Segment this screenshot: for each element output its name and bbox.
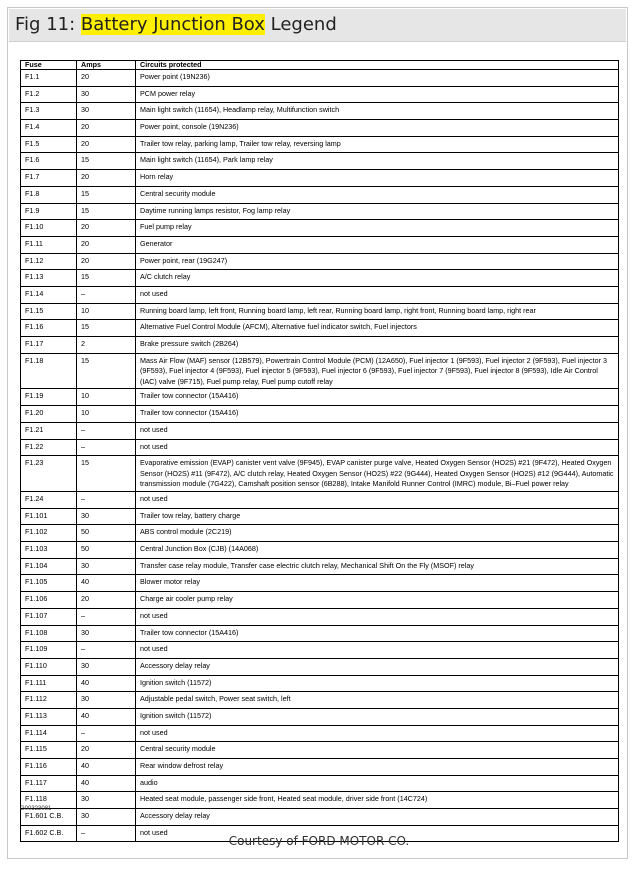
fuse-cell: F1.118 [21,792,77,809]
amps-cell: 40 [77,775,136,792]
circuits-cell: Trailer tow connector (15A416) [136,625,619,642]
circuits-cell: not used [136,825,619,842]
circuits-cell: Accessory delay relay [136,658,619,675]
amps-cell: – [77,422,136,439]
fuse-cell: F1.6 [21,153,77,170]
fuse-cell: F1.101 [21,508,77,525]
amps-cell: 15 [77,320,136,337]
amps-cell: 30 [77,508,136,525]
circuits-cell: Blower motor relay [136,575,619,592]
amps-cell: – [77,492,136,509]
fuse-cell: F1.109 [21,642,77,659]
amps-cell: 2 [77,337,136,354]
amps-cell: 30 [77,558,136,575]
fuse-cell: F1.3 [21,103,77,120]
fuse-cell: F1.12 [21,253,77,270]
amps-cell: 30 [77,792,136,809]
amps-cell: 10 [77,406,136,423]
circuits-cell: A/C clutch relay [136,270,619,287]
circuits-cell: Trailer tow connector (15A416) [136,389,619,406]
circuits-cell: Ignition switch (11572) [136,675,619,692]
fuse-cell: F1.107 [21,608,77,625]
circuits-cell: Brake pressure switch (2B264) [136,337,619,354]
amps-cell: 30 [77,692,136,709]
amps-cell: 20 [77,236,136,253]
table-row [21,725,619,742]
fuse-cell: F1.23 [21,456,77,492]
circuits-cell: ABS control module (2C219) [136,525,619,542]
table-row [21,575,619,592]
amps-cell: 20 [77,592,136,609]
table-row [21,658,619,675]
circuits-cell: Central Junction Box (CJB) (14A068) [136,542,619,559]
table-row [21,525,619,542]
fuse-cell: F1.14 [21,286,77,303]
fuse-cell: F1.111 [21,675,77,692]
fuse-cell: F1.105 [21,575,77,592]
table-row [21,136,619,153]
table-row [21,792,619,809]
table-row [21,439,619,456]
fuse-cell: F1.11 [21,236,77,253]
fuse-legend-table [20,60,619,842]
figure-title [9,9,626,42]
table-row [21,389,619,406]
circuits-cell: Power point, console (19N236) [136,120,619,137]
fuse-cell: F1.116 [21,759,77,776]
fuse-cell: F1.7 [21,170,77,187]
fuse-cell: F1.115 [21,742,77,759]
table-row [21,642,619,659]
fuse-cell: F1.17 [21,337,77,354]
amps-cell: 20 [77,742,136,759]
circuits-cell: not used [136,608,619,625]
circuits-cell: Generator [136,236,619,253]
table-row [21,286,619,303]
fuse-cell: F1.103 [21,542,77,559]
circuits-cell: Charge air cooler pump relay [136,592,619,609]
circuits-cell: Daytime running lamps resistor, Fog lamp relay [136,203,619,220]
amps-cell: 20 [77,253,136,270]
amps-cell: 20 [77,170,136,187]
circuits-cell: Trailer tow relay, parking lamp, Trailer tow relay, reversing lamp [136,136,619,153]
table-row [21,708,619,725]
fuse-cell: F1.24 [21,492,77,509]
amps-cell: 15 [77,270,136,287]
circuits-cell: not used [136,422,619,439]
table-row [21,492,619,509]
table-row [21,558,619,575]
circuits-cell: not used [136,725,619,742]
figure-frame [7,7,628,859]
amps-cell: – [77,825,136,842]
header-amps: Amps [77,61,136,70]
amps-cell: – [77,725,136,742]
amps-cell: – [77,608,136,625]
fuse-cell: F1.102 [21,525,77,542]
table-row [21,153,619,170]
fuse-cell: F1.117 [21,775,77,792]
circuits-cell: Mass Air Flow (MAF) sensor (12B579), Powertrain Control Module (PCM) (12A650), Fuel injector 1 (9F593), Fuel injector 2 (9F593), Fuel injector 3 (9F593), Fuel injector 4 (9F593), Fuel injector 5 (9F593), Fuel injector 6 (9F593), Fuel injector 7 (9F593), Fuel injector 8 (9F593), Idle Air Control (IAC) valve (9F715), Fuel pump relay, Fuel pump cutoff relay [136,353,619,389]
title-suffix: Legend [264,14,337,35]
table-row [21,186,619,203]
fuse-cell: F1.22 [21,439,77,456]
table-header-row [21,61,619,70]
amps-cell: 15 [77,186,136,203]
amps-cell: 30 [77,86,136,103]
amps-cell: 10 [77,303,136,320]
table-row [21,353,619,389]
circuits-cell: Alternative Fuel Control Module (AFCM), Alternative fuel indicator switch, Fuel injectors [136,320,619,337]
table-row [21,337,619,354]
table-row [21,70,619,87]
fuse-cell: F1.4 [21,120,77,137]
fuse-cell: F1.114 [21,725,77,742]
table-row [21,542,619,559]
table-body [21,70,619,842]
header-fuse: Fuse [21,61,77,70]
table-row [21,236,619,253]
fuse-cell: F1.602 C.B. [21,825,77,842]
amps-cell: 40 [77,675,136,692]
table-row [21,220,619,237]
fuse-cell: F1.13 [21,270,77,287]
fuse-cell: F1.9 [21,203,77,220]
fuse-cell: F1.601 C.B. [21,809,77,826]
table-row [21,608,619,625]
table-row [21,625,619,642]
amps-cell: 15 [77,153,136,170]
circuits-cell: Power point, rear (19G247) [136,253,619,270]
fuse-cell: F1.21 [21,422,77,439]
circuits-cell: Adjustable pedal switch, Power seat switch, left [136,692,619,709]
fuse-cell: F1.5 [21,136,77,153]
amps-cell: 20 [77,220,136,237]
circuits-cell: Trailer tow connector (15A416) [136,406,619,423]
table-row [21,675,619,692]
fuse-cell: F1.106 [21,592,77,609]
circuits-cell: Central security module [136,186,619,203]
fuse-cell: F1.18 [21,353,77,389]
amps-cell: 40 [77,575,136,592]
fuse-cell: F1.16 [21,320,77,337]
fuse-cell: F1.108 [21,625,77,642]
table-row [21,592,619,609]
circuits-cell: Trailer tow relay, battery charge [136,508,619,525]
table-row [21,303,619,320]
amps-cell: 30 [77,625,136,642]
table-row [21,270,619,287]
amps-cell: 10 [77,389,136,406]
amps-cell: 30 [77,658,136,675]
circuits-cell: Running board lamp, left front, Running board lamp, left rear, Running board lamp, right front, Running board lamp, right rear [136,303,619,320]
amps-cell: 50 [77,525,136,542]
table-row [21,456,619,492]
fuse-cell: F1.104 [21,558,77,575]
amps-cell: – [77,439,136,456]
table-row [21,775,619,792]
amps-cell: 20 [77,70,136,87]
fuse-cell: F1.112 [21,692,77,709]
circuits-cell: not used [136,492,619,509]
circuits-cell: Heated seat module, passenger side front, Heated seat module, driver side front (14C724) [136,792,619,809]
circuits-cell: audio [136,775,619,792]
header-circuits: Circuits protected [136,61,619,70]
circuits-cell: Power point (19N236) [136,70,619,87]
fuse-cell: F1.15 [21,303,77,320]
table-row [21,692,619,709]
amps-cell: 30 [77,809,136,826]
circuits-cell: Transfer case relay module, Transfer case electric clutch relay, Mechanical Shift On the Fly (MSOF) relay [136,558,619,575]
circuits-cell: not used [136,286,619,303]
table-row [21,170,619,187]
table-row [21,759,619,776]
amps-cell: – [77,286,136,303]
table-row [21,742,619,759]
amps-cell: 15 [77,353,136,389]
circuits-cell: Central security module [136,742,619,759]
table-row [21,406,619,423]
amps-cell: 15 [77,203,136,220]
amps-cell: 20 [77,120,136,137]
table-row [21,86,619,103]
amps-cell: 30 [77,103,136,120]
fuse-cell: F1.20 [21,406,77,423]
table-row [21,253,619,270]
amps-cell: 15 [77,456,136,492]
circuits-cell: PCM power relay [136,86,619,103]
amps-cell: 40 [77,708,136,725]
table-row [21,120,619,137]
fuse-cell: F1.1 [21,70,77,87]
circuits-cell: not used [136,642,619,659]
circuits-cell: Main light switch (11654), Park lamp relay [136,153,619,170]
circuits-cell: Ignition switch (11572) [136,708,619,725]
amps-cell: 40 [77,759,136,776]
table-row [21,809,619,826]
title-highlight: Battery Junction Box [80,14,265,35]
fuse-cell: F1.10 [21,220,77,237]
fuse-table-wrap [20,60,618,842]
table-row [21,103,619,120]
figure-code: G00323081 [20,806,52,812]
circuits-cell: Fuel pump relay [136,220,619,237]
circuits-cell: Evaporative emission (EVAP) canister vent valve (9F945), EVAP canister purge valve, Heated Oxygen Sensor (HO2S) #21 (9F472), Heated Oxygen Sensor (HO2S) #11 (9F472), A/C clutch relay, Heated Oxygen Sensor (HO2S) #22 (9G444), Heated Oxygen Sensor (HO2S) #12 (9G444), Automatic transmission module (7G422), Camshaft position sensor (6B288), Intake Manifold Runner Control (IMRC) module, Bi–Fuel power relay [136,456,619,492]
fuse-cell: F1.110 [21,658,77,675]
table-row [21,320,619,337]
fuse-cell: F1.2 [21,86,77,103]
title-prefix: Fig 11: [15,14,81,35]
fuse-cell: F1.19 [21,389,77,406]
circuits-cell: not used [136,439,619,456]
amps-cell: – [77,642,136,659]
circuits-cell: Horn relay [136,170,619,187]
circuits-cell: Rear window defrost relay [136,759,619,776]
circuits-cell: Main light switch (11654), Headlamp relay, Multifunction switch [136,103,619,120]
table-row [21,508,619,525]
fuse-cell: F1.113 [21,708,77,725]
amps-cell: 20 [77,136,136,153]
fuse-cell: F1.8 [21,186,77,203]
courtesy-credit: Courtesy of FORD MOTOR CO. [228,834,410,848]
amps-cell: 50 [77,542,136,559]
table-row [21,203,619,220]
circuits-cell: Accessory delay relay [136,809,619,826]
table-row [21,422,619,439]
